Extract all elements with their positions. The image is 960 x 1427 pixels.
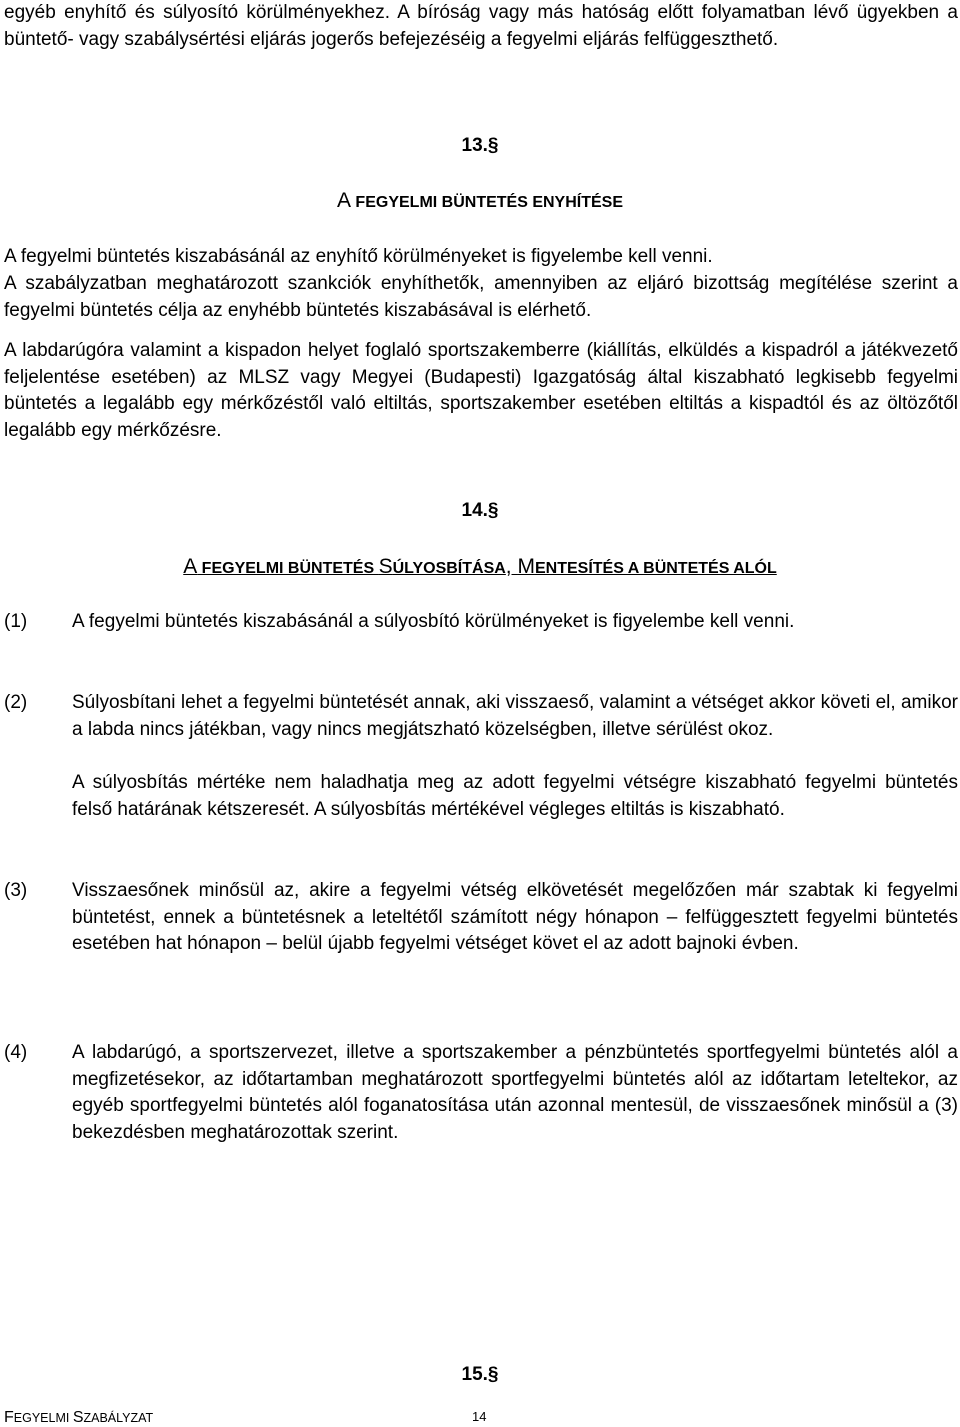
- section-number: 15.: [461, 1364, 488, 1385]
- title-part: FEGYELMI BÜNTETÉS: [197, 560, 379, 577]
- footer-page-number: 14: [472, 1409, 487, 1424]
- title-initial: A: [336, 189, 351, 212]
- section-14-title: [0, 554, 960, 583]
- s13-paragraph-2: A szabályzatban meghatározott szankciók enyhíthetők, amennyiben az eljáró bizottság megítélése szerint a fegyelmi büntetés célja az enyhébb büntetés kiszabásával is elérhető.: [4, 273, 958, 321]
- s13-paragraph-3: A labdarúgóra valamint a kispadon helyet foglaló sportszakemberre (kiállítás, elküldés a kispadról a játékvezető feljelentése esetében) az MLSZ vagy Megyei (Budapesti) Igazgatóság által kiszabható legkisebb fegyelmi büntetés a legalább egy mérkőzéstől való eltiltás, sportszakember esetében eltiltás a kispadtól és az öltözőtől legalább egy mérkőzésre.: [4, 340, 958, 441]
- footer-document-title: FEGYELMI SZABÁLYZAT: [4, 1409, 154, 1426]
- section-symbol: §: [487, 1364, 499, 1385]
- section-number: 14.: [461, 500, 488, 521]
- title-part: ENTESÍTÉS A BÜNTETÉS ALÓL: [534, 560, 777, 577]
- title-initial: S: [378, 555, 393, 578]
- s13-paragraph-1: A fegyelmi büntetés kiszabásánál az enyhítő körülményeket is figyelembe kell venni.: [4, 246, 713, 267]
- section-number: 13.: [461, 135, 488, 156]
- title-initial: M: [517, 555, 535, 578]
- title-rest: FEGYELMI BÜNTETÉS ENYHÍTÉSE: [350, 194, 624, 211]
- item-text: Súlyosbítani lehet a fegyelmi büntetését annak, aki visszaeső, valamint a vétséget akkor követi el, amikor a labda nincs játékban, vagy nincs megjátszható közelségben, illetve sérülést okoz.: [72, 692, 958, 740]
- item-label: (3): [4, 880, 28, 901]
- section-symbol: §: [487, 500, 499, 521]
- intro-paragraph: egyéb enyhítő és súlyosító körülményekhez. A bíróság vagy más hatóság előtt folyamatban lévő ügyekben a büntető- vagy szabálysértési eljárás jogerős befejezéséig a fegyelmi eljárás felfüggeszthető.: [4, 2, 958, 50]
- section-13-number: [0, 133, 960, 160]
- section-14-number: [0, 498, 960, 525]
- item-label: (4): [4, 1042, 28, 1063]
- item-label: (1): [4, 611, 28, 632]
- title-part: ÚLYOSBÍTÁSA: [392, 560, 506, 577]
- section-15-number: [0, 1362, 960, 1389]
- item-text: A fegyelmi büntetés kiszabásánál a súlyosbító körülményeket is figyelembe kell venni.: [72, 611, 795, 632]
- title-part: ,: [505, 555, 518, 578]
- section-symbol: §: [487, 135, 499, 156]
- title-initial: A: [183, 555, 198, 578]
- item-text: A labdarúgó, a sportszervezet, illetve a sportszakember a pénzbüntetés sportfegyelmi büntetés alól a megfizetésekor, az időtartamban meghatározott sportfegyelmi büntetés alól az időtartam leteltekor, az egyéb sportfegyelmi büntetés alól foganatosítása után azonnal mentesül, de visszaesőnek minősül a (3) bekezdésben meghatározottak szerint.: [72, 1042, 958, 1143]
- item-text-continued: A súlyosbítás mértéke nem haladhatja meg az adott fegyelmi vétségre kiszabható fegyelmi büntetés felső határának kétszeresét. A súlyosbítás mértékével végleges eltiltás is kiszabható.: [72, 772, 958, 820]
- item-label: (2): [4, 692, 28, 713]
- item-text: Visszaesőnek minősül az, akire a fegyelmi vétség elkövetését megelőzően már szabtak ki fegyelmi büntetést, ennek a büntetésnek a leteltétől számított négy hónapon – felfüggesztett fegyelmi büntetés esetében hat hónapon – belül újabb fegyelmi vétséget követ el az adott bajnoki évben.: [72, 880, 958, 954]
- section-13-title: [0, 188, 960, 217]
